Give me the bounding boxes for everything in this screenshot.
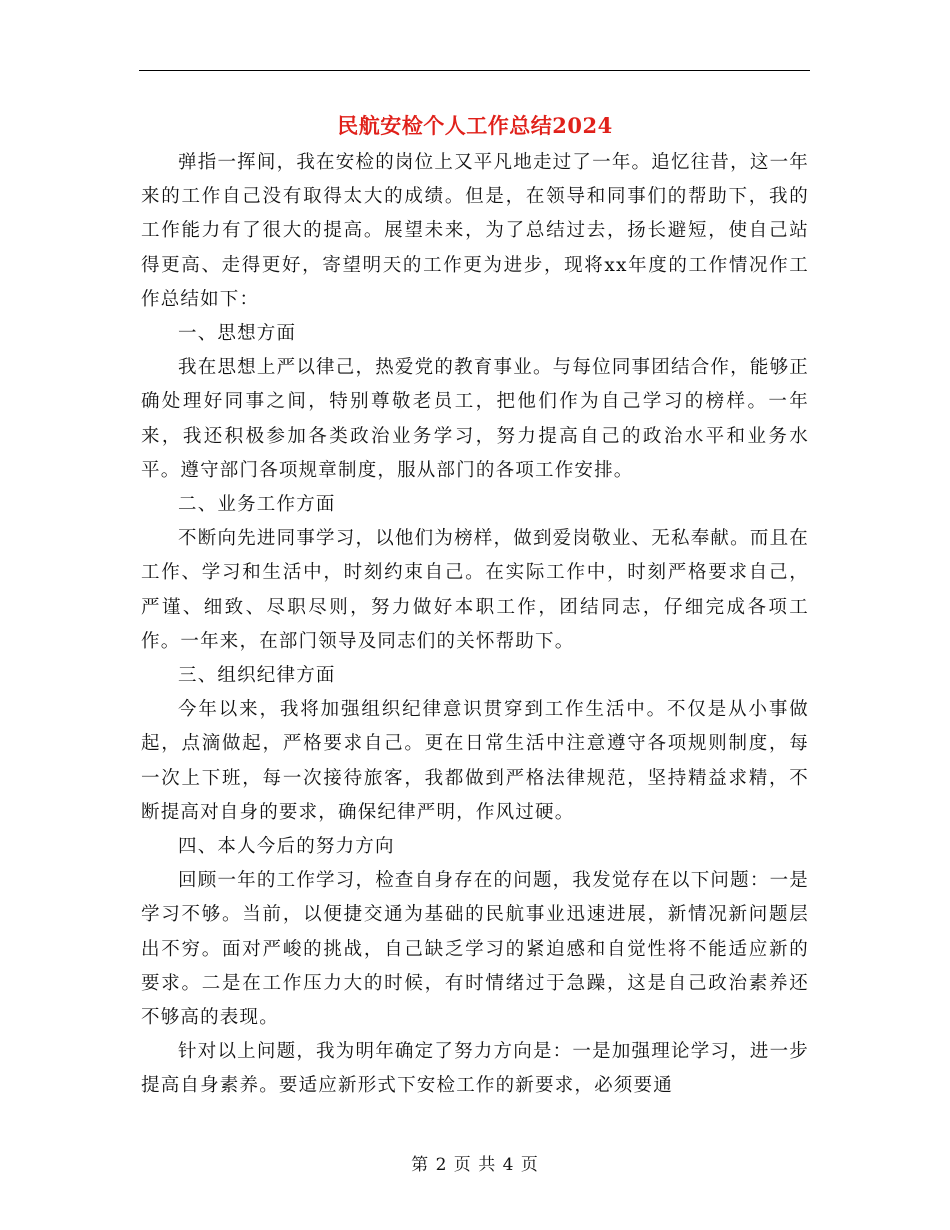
intro-paragraph: 弹指一挥间，我在安检的岗位上又平凡地走过了一年。追忆往昔，这一年来的工作自己没有取得太大的成绩。但是，在领导和同事们的帮助下，我的工作能力有了很大的提高。展望未来，为了总结过去，扬长避短，使自己站得更高、走得更好，寄望明天的工作更为进步，现将xx年度的工作情况作工作总结如下： xyxy=(141,152,809,310)
section-heading-discipline: 三、组织纪律方面 xyxy=(178,665,336,687)
paragraph-business: 不断向先进同事学习，以他们为榜样，做到爱岗敬业、无私奉献。而且在工作、学习和生活中，时刻约束自己。在实际工作中，时刻严格要求自己，严谨、细致、尽职尽则，努力做好本职工作，团结同志，仔细完成各项工作。一年来，在部门领导及同志们的关怀帮助下。 xyxy=(141,528,809,652)
section-heading-business: 二、业务工作方面 xyxy=(178,494,336,516)
paragraph-discipline: 今年以来，我将加强组织纪律意识贯穿到工作生活中。不仅是从小事做起，点滴做起，严格要求自己。更在日常生活中注意遵守各项规则制度，每一次上下班，每一次接待旅客，我都做到严格法律规范，坚持精益求精，不断提高对自身的要求，确保纪律严明，作风过硬。 xyxy=(141,699,809,823)
paragraph-future-problems: 回顾一年的工作学习，检查自身存在的问题，我发觉存在以下问题：一是学习不够。当前，以便捷交通为基础的民航事业迅速进展，新情况新问题层出不穷。面对严峻的挑战，自己缺乏学习的紧迫感和自觉性将不能适应新的要求。二是在工作压力大的时候，有时情绪过于急躁，这是自己政治素养还不够高的表现。 xyxy=(141,870,809,1029)
document-title: 民航安检个人工作总结2024 xyxy=(337,113,613,138)
section-heading-future: 四、本人今后的努力方向 xyxy=(178,836,395,858)
page-number-footer: 第 2 页 共 4 页 xyxy=(411,1155,539,1175)
paragraph-thought: 我在思想上严以律己，热爱党的教育事业。与每位同事团结合作，能够正确处理好同事之间，特别尊敬老员工，把他们作为自己学习的榜样。一年来，我还积极参加各类政治业务学习，努力提高自己的政治水平和业务水平。遵守部门各项规章制度，服从部门的各项工作安排。 xyxy=(141,357,809,481)
section-heading-thought: 一、思想方面 xyxy=(178,323,297,345)
paragraph-future-direction: 针对以上问题，我为明年确定了努力方向是：一是加强理论学习，进一步提高自身素养。要适应新形式下安检工作的新要求，必须要通 xyxy=(141,1041,809,1097)
document-body xyxy=(141,146,809,1104)
header-rule xyxy=(139,70,810,71)
